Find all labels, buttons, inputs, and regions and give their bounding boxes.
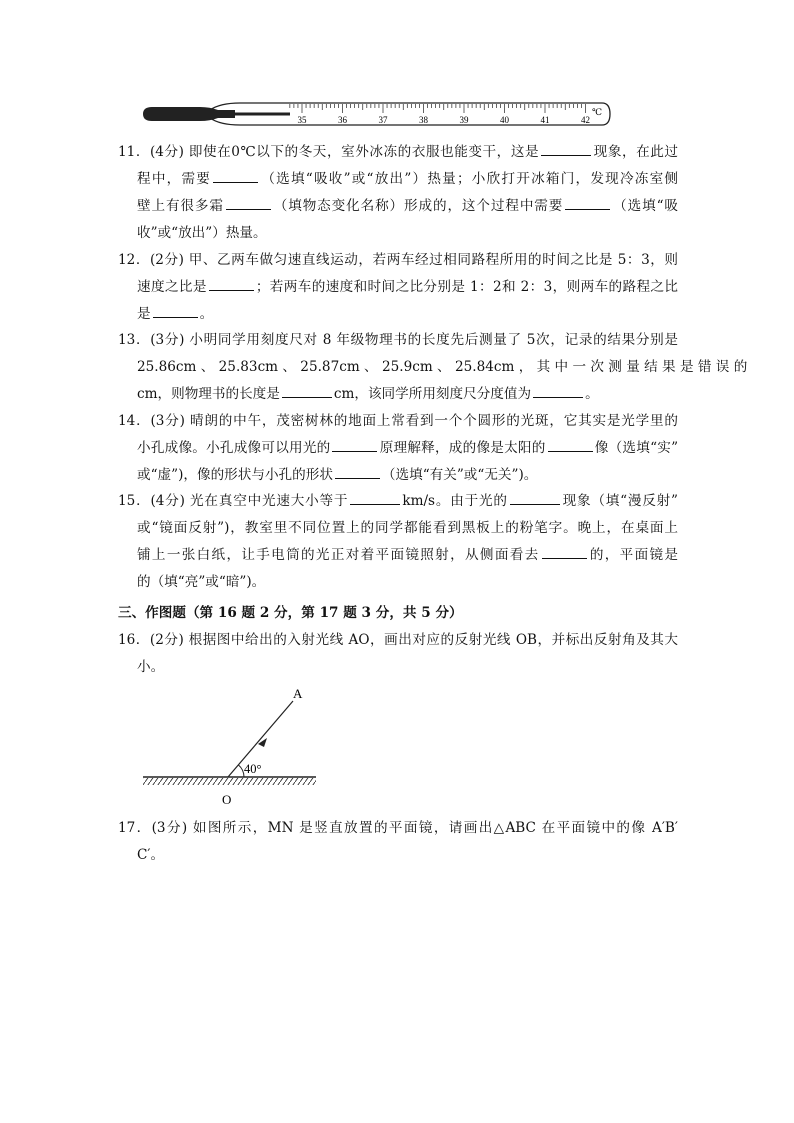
thermometer-tick-label: 38 [419,115,428,125]
answer-blank[interactable] [533,383,583,398]
answer-blank[interactable] [548,437,593,452]
thermometer-tick-label: 35 [297,115,307,125]
question-11: 11．(4分) 即使在0℃以下的冬天，室外冰冻的衣服也能变干，这是 现象，在此过 程中，需要 （选填“吸收”或“放出”）热量；小欣打开冰箱门，发现冷冻室侧 壁上有很多霜 （填物态变化名称）形成的，这个过程中需要 （选填“吸 收”或“放出”）热量。 [118,139,678,247]
label-a: A [293,686,303,701]
section-heading: 三、作图题（第 16 题 2 分，第 17 题 3 分，共 5 分） [118,605,463,621]
answer-blank[interactable] [332,437,377,452]
answer-blank[interactable] [510,490,560,505]
thermometer-tick-label: 37 [378,115,388,125]
angle-label: 40° [244,762,262,776]
answer-blank[interactable] [226,195,271,210]
thermometer-tick-label: 40 [500,115,509,125]
thermometer-scale [290,104,586,113]
thermometer-tick-label: 36 [338,115,347,125]
thermometer-tick-label: 41 [540,115,550,125]
thermometer-tick-labels [298,115,591,125]
answer-blank[interactable] [282,383,332,398]
label-o: O [222,792,232,807]
answer-blank[interactable] [565,195,610,210]
thermometer-tick-label: 39 [459,115,469,125]
thermometer-figure [140,99,612,129]
ray-arrowhead [258,738,267,747]
answer-blank[interactable] [153,303,198,318]
reflection-diagram [140,684,320,808]
question-14: 14．(3分) 晴朗的中午，茂密树林的地面上常看到一个个圆形的光斑，它其实是光学里的 小孔成像。小孔成像可以用光的 原理解释，成的像是太阳的 像（选填“实” 或“虚”)，像的形状与小孔的形状 （选填“有关”或“无关”)。 [118,413,679,483]
question-16: 16．(2分) 根据图中给出的入射光线 AO，画出对应的反射光线 OB，并标出反射角及其大 小。 [118,632,678,675]
question-17: 17．(3分) 如图所示，MN 是竖直放置的平面镜，请画出△ABC 在平面镜中的像 A′B′ C′。 [118,820,678,863]
question-13: 13．(3分) 小明同学用刻度尺对 8 年级物理书的长度先后测量了 5次，记录的结果分别是 25.86cm 、 25.83cm 、 25.87cm 、 25.9cm 、 25.84cm ， 其 中 一 次 测 量 结 果 是 错 误 的 cm，则物理书的长度是 cm，该同学所用刻度尺分度值为 。 [118,332,748,402]
question-12: 12．(2分) 甲、乙两车做匀速直线运动，若两车经过相同路程所用的时间之比是 5：3，则 速度之比是 ；若两车的速度和时间之比分别是 1：2和 2：3，则两车的路程之比 是 。 [118,252,678,322]
answer-blank[interactable] [541,141,591,156]
thermometer-tick-label: 42 [581,115,590,125]
answer-blank[interactable] [350,490,400,505]
answer-blank[interactable] [213,168,258,183]
answer-blank[interactable] [542,544,587,559]
answer-blank[interactable] [335,464,380,479]
thermometer-unit: ℃ [592,107,603,117]
answer-blank[interactable] [209,276,254,291]
question-15: 15．(4分) 光在真空中光速大小等于 km/s。由于光的 现象（填“漫反射” 或“镜面反射”)，教室里不同位置上的同学都能看到黑板上的粉笔字。晚上，在桌面上 铺上一张白纸，让手电筒的光正对着平面镜照射，从侧面看去 的，平面镜是 的（填“亮”或“暗”)。 [118,488,678,596]
mirror-hatching [143,778,316,785]
